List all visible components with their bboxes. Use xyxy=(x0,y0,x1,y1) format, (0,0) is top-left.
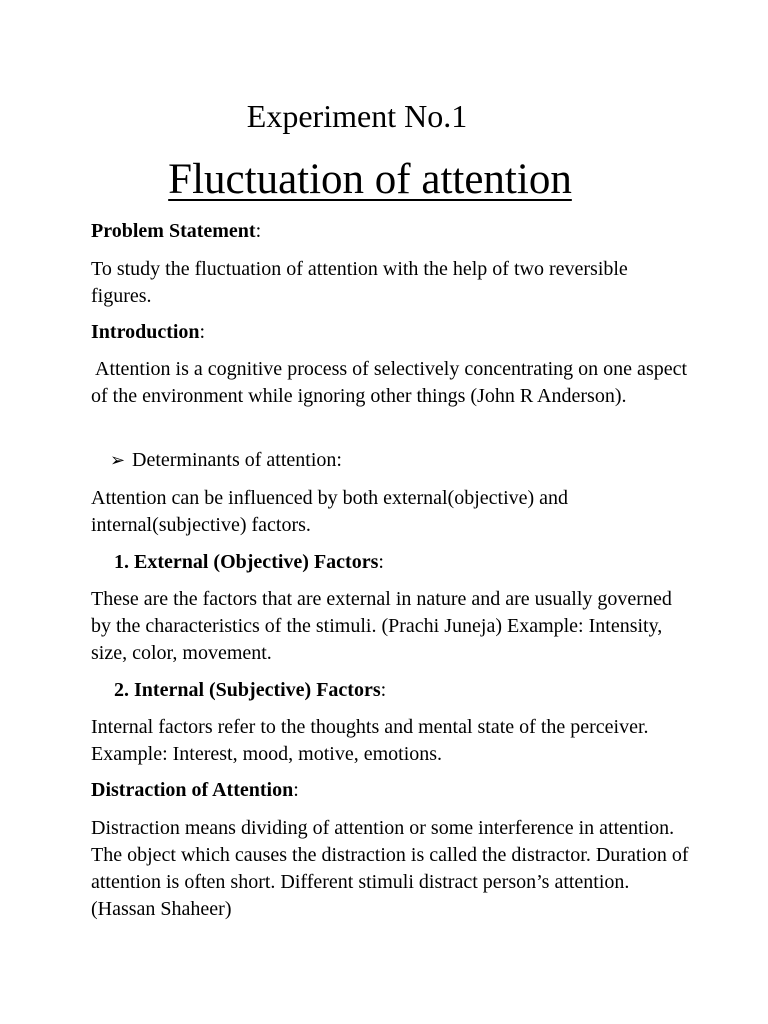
internal-factors-text: Internal factors refer to the thoughts and mental state of the perceiver. Example: Interest, mood, motive, emotions. xyxy=(91,716,649,765)
determinants-bullet xyxy=(110,447,710,474)
internal-factors-heading xyxy=(114,677,714,704)
problem-statement-label: Problem Statement xyxy=(91,220,256,242)
introduction-heading xyxy=(91,319,691,346)
external-factors-text: These are the factors that are external in nature and are usually governed by the characteristics of the stimuli. (Prachi Juneja) Example: Intensity, size, color, movement. xyxy=(91,588,672,664)
determinants-label: Determinants of attention: xyxy=(132,449,342,471)
distraction-label: Distraction of Attention xyxy=(91,779,294,801)
external-factors-colon: : xyxy=(378,551,384,573)
problem-statement-text: To study the fluctuation of attention with the help of two reversible figures. xyxy=(91,258,628,307)
external-factors-heading xyxy=(114,549,714,576)
distraction-heading xyxy=(91,777,691,804)
experiment-number: Experiment No.1 xyxy=(246,98,468,134)
introduction-colon: : xyxy=(199,321,206,343)
distraction-colon: : xyxy=(293,779,299,801)
arrow-bullet-icon: ➢ xyxy=(110,450,126,470)
external-factors-label: 1. External (Objective) Factors xyxy=(114,551,379,573)
introduction-label: Introduction xyxy=(91,321,200,343)
problem-statement-colon: : xyxy=(255,220,262,242)
determinants-text: Attention can be influenced by both external(objective) and internal(subjective) factors. xyxy=(91,487,569,536)
internal-factors-label: 2. Internal (Subjective) Factors xyxy=(114,679,381,701)
problem-statement-heading xyxy=(91,218,691,245)
introduction-text: Attention is a cognitive process of selectively concentrating on one aspect of the environment while ignoring other things (John R Anderson). xyxy=(91,358,688,407)
page-title: Fluctuation of attention xyxy=(168,156,572,203)
distraction-text: Distraction means dividing of attention or some interference in attention. The object which causes the distraction is called the distractor. Duration of attention is often short. Different stimuli distract person’s attention. (Hassan Shaheer) xyxy=(91,817,689,920)
internal-factors-colon: : xyxy=(380,679,387,701)
